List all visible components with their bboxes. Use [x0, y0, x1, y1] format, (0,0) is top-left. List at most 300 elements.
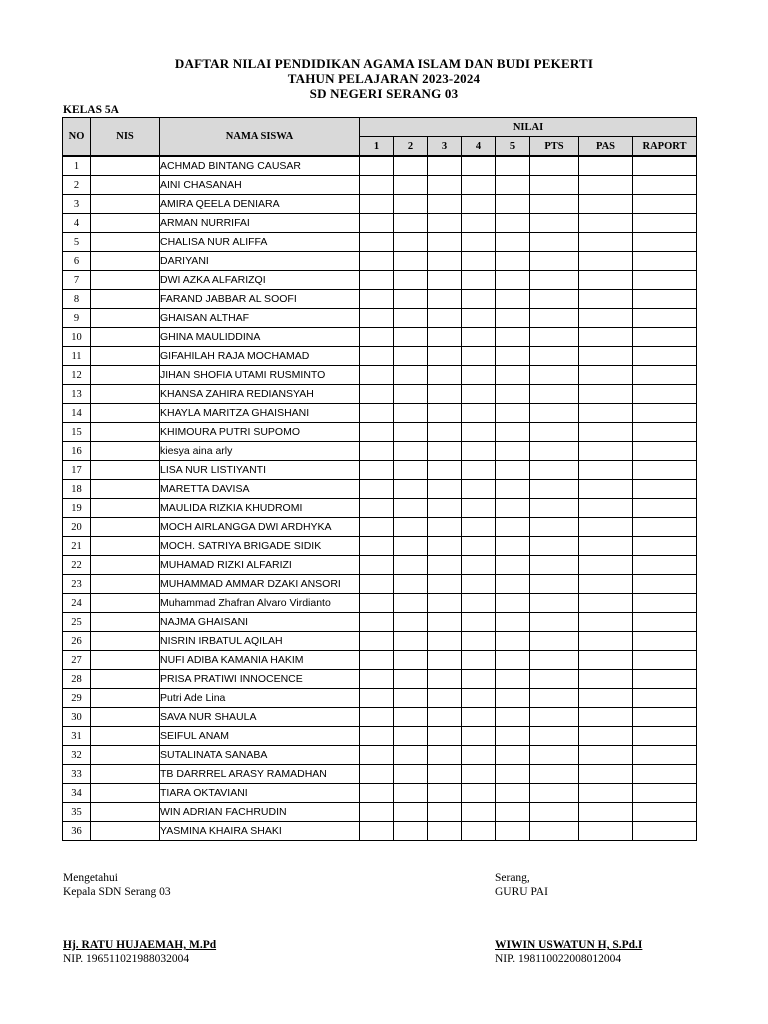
- grade-cell: [360, 594, 394, 613]
- grade-cell: [428, 537, 462, 556]
- grade-cell: [462, 537, 496, 556]
- signature-left-name: Hj. RATU HUJAEMAH, M.Pd: [63, 939, 217, 951]
- grade-cell: [496, 385, 530, 404]
- grade-cell: [530, 746, 579, 765]
- grade-cell: [633, 746, 697, 765]
- grade-cell: [462, 252, 496, 271]
- student-name: SAVA NUR SHAULA: [160, 708, 360, 727]
- grade-cell: [633, 575, 697, 594]
- grade-cell: [496, 214, 530, 233]
- grade-cell: [462, 822, 496, 841]
- nis-cell: [91, 632, 160, 651]
- column-header-pts: PTS: [530, 137, 579, 157]
- grade-cell: [633, 347, 697, 366]
- grade-cell: [496, 784, 530, 803]
- nis-cell: [91, 727, 160, 746]
- grade-cell: [496, 613, 530, 632]
- row-number: 30: [63, 708, 91, 727]
- grade-cell: [462, 461, 496, 480]
- grade-cell: [633, 156, 697, 176]
- student-name: MOCH. SATRIYA BRIGADE SIDIK: [160, 537, 360, 556]
- grade-cell: [428, 746, 462, 765]
- nis-cell: [91, 385, 160, 404]
- grade-cell: [530, 499, 579, 518]
- grade-cell: [530, 176, 579, 195]
- table-row: [63, 689, 697, 708]
- student-name: PRISA PRATIWI INNOCENCE: [160, 670, 360, 689]
- document-title-line-2: TAHUN PELAJARAN 2023-2024: [287, 71, 481, 86]
- grade-cell: [530, 670, 579, 689]
- grade-cell: [496, 727, 530, 746]
- grade-cell: [394, 822, 428, 841]
- grade-cell: [530, 271, 579, 290]
- column-header-raport: RAPORT: [633, 137, 697, 157]
- grade-cell: [428, 499, 462, 518]
- grade-cell: [360, 156, 394, 176]
- grade-cell: [633, 537, 697, 556]
- nis-cell: [91, 347, 160, 366]
- table-row: [63, 822, 697, 841]
- grade-cell: [633, 727, 697, 746]
- grade-cell: [579, 746, 633, 765]
- grade-cell: [360, 385, 394, 404]
- column-header-nilai: NILAI: [360, 118, 697, 137]
- student-name: kiesya aina arly: [160, 442, 360, 461]
- student-name: NISRIN IRBATUL AQILAH: [160, 632, 360, 651]
- student-name: YASMINA KHAIRA SHAKI: [160, 822, 360, 841]
- class-label: KELAS 5A: [63, 104, 119, 116]
- grade-cell: [360, 556, 394, 575]
- grade-cell: [428, 214, 462, 233]
- grade-cell: [496, 708, 530, 727]
- grade-cell: [394, 404, 428, 423]
- grade-cell: [530, 537, 579, 556]
- row-number: 28: [63, 670, 91, 689]
- grade-cell: [360, 442, 394, 461]
- signature-left-line-2: Kepala SDN Serang 03: [63, 886, 171, 898]
- grades-table: [62, 117, 697, 841]
- grade-cell: [496, 309, 530, 328]
- grade-cell: [496, 252, 530, 271]
- grade-cell: [530, 594, 579, 613]
- grade-cell: [496, 537, 530, 556]
- row-number: 19: [63, 499, 91, 518]
- grade-cell: [579, 347, 633, 366]
- nis-cell: [91, 271, 160, 290]
- grade-cell: [428, 613, 462, 632]
- grade-cell: [428, 632, 462, 651]
- grade-cell: [394, 651, 428, 670]
- nis-cell: [91, 556, 160, 575]
- nis-cell: [91, 309, 160, 328]
- grade-cell: [360, 518, 394, 537]
- grade-cell: [394, 442, 428, 461]
- grade-cell: [530, 309, 579, 328]
- student-name: AMIRA QEELA DENIARA: [160, 195, 360, 214]
- grade-cell: [462, 765, 496, 784]
- table-row: [63, 385, 697, 404]
- grade-cell: [360, 746, 394, 765]
- grade-cell: [579, 651, 633, 670]
- grade-cell: [530, 252, 579, 271]
- row-number: 4: [63, 214, 91, 233]
- grade-cell: [633, 423, 697, 442]
- student-name: DARIYANI: [160, 252, 360, 271]
- grade-cell: [633, 233, 697, 252]
- grade-cell: [579, 214, 633, 233]
- nis-cell: [91, 423, 160, 442]
- grade-cell: [394, 309, 428, 328]
- grade-cell: [462, 499, 496, 518]
- signature-left-line-1: Mengetahui: [63, 872, 118, 884]
- row-number: 33: [63, 765, 91, 784]
- nis-cell: [91, 594, 160, 613]
- grade-cell: [462, 746, 496, 765]
- grade-cell: [579, 803, 633, 822]
- grade-cell: [394, 499, 428, 518]
- grade-cell: [428, 708, 462, 727]
- row-number: 32: [63, 746, 91, 765]
- table-row: [63, 651, 697, 670]
- grade-cell: [462, 195, 496, 214]
- grade-cell: [428, 461, 462, 480]
- student-name: SUTALINATA SANABA: [160, 746, 360, 765]
- grade-cell: [579, 156, 633, 176]
- grade-cell: [633, 480, 697, 499]
- grade-cell: [579, 689, 633, 708]
- grade-cell: [496, 632, 530, 651]
- grade-cell: [496, 518, 530, 537]
- grade-cell: [579, 328, 633, 347]
- student-name: WIN ADRIAN FACHRUDIN: [160, 803, 360, 822]
- grade-cell: [394, 727, 428, 746]
- grade-cell: [462, 328, 496, 347]
- grade-cell: [633, 594, 697, 613]
- student-name: GHAISAN ALTHAF: [160, 309, 360, 328]
- grade-cell: [462, 309, 496, 328]
- grade-cell: [496, 461, 530, 480]
- grade-cell: [462, 803, 496, 822]
- grade-cell: [496, 290, 530, 309]
- grade-cell: [428, 594, 462, 613]
- table-row: [63, 784, 697, 803]
- nis-cell: [91, 290, 160, 309]
- student-name: NAJMA GHAISANI: [160, 613, 360, 632]
- grade-cell: [462, 708, 496, 727]
- grade-cell: [360, 575, 394, 594]
- nis-cell: [91, 442, 160, 461]
- grade-cell: [428, 822, 462, 841]
- grade-cell: [530, 708, 579, 727]
- grade-cell: [428, 328, 462, 347]
- table-row: [63, 423, 697, 442]
- grade-cell: [394, 156, 428, 176]
- grade-cell: [360, 670, 394, 689]
- grade-cell: [496, 746, 530, 765]
- table-row: [63, 233, 697, 252]
- grade-cell: [496, 480, 530, 499]
- grade-cell: [633, 613, 697, 632]
- grade-cell: [579, 442, 633, 461]
- grade-cell: [579, 423, 633, 442]
- grade-cell: [360, 651, 394, 670]
- grade-cell: [428, 689, 462, 708]
- grade-cell: [579, 290, 633, 309]
- table-row: [63, 746, 697, 765]
- grade-cell: [496, 233, 530, 252]
- grade-cell: [428, 575, 462, 594]
- grade-cell: [579, 385, 633, 404]
- grade-cell: [428, 727, 462, 746]
- grade-cell: [496, 594, 530, 613]
- student-name: MARETTA DAVISA: [160, 480, 360, 499]
- row-number: 26: [63, 632, 91, 651]
- grade-cell: [394, 271, 428, 290]
- grade-cell: [462, 575, 496, 594]
- table-row: [63, 613, 697, 632]
- column-header-nilai-2: 2: [394, 137, 428, 157]
- grade-cell: [579, 252, 633, 271]
- table-row: [63, 480, 697, 499]
- grade-cell: [530, 442, 579, 461]
- grade-cell: [394, 594, 428, 613]
- signature-right-name: WIWIN USWATUN H, S.Pd.I: [495, 939, 643, 951]
- grade-cell: [496, 765, 530, 784]
- grade-cell: [530, 156, 579, 176]
- grade-cell: [394, 195, 428, 214]
- column-header-nilai-1: 1: [360, 137, 394, 157]
- grade-cell: [394, 803, 428, 822]
- grade-cell: [394, 461, 428, 480]
- grade-cell: [530, 423, 579, 442]
- grade-cell: [394, 784, 428, 803]
- document-title-line-1: DAFTAR NILAI PENDIDIKAN AGAMA ISLAM DAN BUDI PEKERTI: [174, 56, 594, 71]
- nis-cell: [91, 480, 160, 499]
- grade-cell: [579, 822, 633, 841]
- student-name: CHALISA NUR ALIFFA: [160, 233, 360, 252]
- grade-cell: [394, 746, 428, 765]
- grade-cell: [428, 651, 462, 670]
- grade-cell: [462, 233, 496, 252]
- table-row: [63, 670, 697, 689]
- grade-cell: [428, 784, 462, 803]
- grade-cell: [530, 803, 579, 822]
- grade-cell: [462, 670, 496, 689]
- grade-cell: [360, 404, 394, 423]
- grade-cell: [496, 328, 530, 347]
- grade-cell: [496, 156, 530, 176]
- grade-cell: [360, 252, 394, 271]
- grade-cell: [428, 765, 462, 784]
- student-name: MOCH AIRLANGGA DWI ARDHYKA: [160, 518, 360, 537]
- nis-cell: [91, 803, 160, 822]
- nis-cell: [91, 176, 160, 195]
- nis-cell: [91, 156, 160, 176]
- table-row: [63, 290, 697, 309]
- grade-cell: [530, 404, 579, 423]
- table-row: [63, 347, 697, 366]
- grade-cell: [360, 290, 394, 309]
- grade-cell: [633, 518, 697, 537]
- grade-cell: [579, 670, 633, 689]
- nis-cell: [91, 499, 160, 518]
- row-number: 12: [63, 366, 91, 385]
- table-row: [63, 176, 697, 195]
- grade-cell: [462, 423, 496, 442]
- grade-cell: [428, 423, 462, 442]
- grade-cell: [360, 366, 394, 385]
- table-row: [63, 195, 697, 214]
- grade-cell: [360, 309, 394, 328]
- row-number: 20: [63, 518, 91, 537]
- grade-cell: [579, 309, 633, 328]
- grade-cell: [428, 518, 462, 537]
- student-name: GIFAHILAH RAJA MOCHAMAD: [160, 347, 360, 366]
- grade-cell: [530, 461, 579, 480]
- signature-right-line-1: Serang,: [495, 872, 530, 884]
- row-number: 22: [63, 556, 91, 575]
- row-number: 15: [63, 423, 91, 442]
- grade-cell: [462, 156, 496, 176]
- grade-cell: [462, 290, 496, 309]
- row-number: 11: [63, 347, 91, 366]
- grade-cell: [394, 537, 428, 556]
- grade-cell: [394, 214, 428, 233]
- grade-cell: [579, 518, 633, 537]
- grade-cell: [394, 613, 428, 632]
- grade-cell: [579, 575, 633, 594]
- grade-cell: [462, 594, 496, 613]
- student-name: AINI CHASANAH: [160, 176, 360, 195]
- grade-cell: [579, 613, 633, 632]
- grade-cell: [633, 271, 697, 290]
- grade-cell: [530, 822, 579, 841]
- grade-cell: [530, 347, 579, 366]
- grade-cell: [394, 176, 428, 195]
- grade-cell: [394, 670, 428, 689]
- grade-cell: [428, 271, 462, 290]
- student-name: NUFI ADIBA KAMANIA HAKIM: [160, 651, 360, 670]
- student-name: SEIFUL ANAM: [160, 727, 360, 746]
- grade-cell: [462, 518, 496, 537]
- grade-cell: [360, 347, 394, 366]
- table-row: [63, 594, 697, 613]
- grade-cell: [360, 803, 394, 822]
- grade-cell: [462, 271, 496, 290]
- student-name: ACHMAD BINTANG CAUSAR: [160, 156, 360, 176]
- signature-right-line-2: GURU PAI: [495, 886, 548, 898]
- grade-cell: [530, 765, 579, 784]
- row-number: 5: [63, 233, 91, 252]
- grade-cell: [496, 347, 530, 366]
- nis-cell: [91, 708, 160, 727]
- nis-cell: [91, 746, 160, 765]
- grade-cell: [579, 404, 633, 423]
- grade-cell: [530, 784, 579, 803]
- nis-cell: [91, 537, 160, 556]
- student-name: LISA NUR LISTIYANTI: [160, 461, 360, 480]
- grade-cell: [428, 233, 462, 252]
- grade-cell: [428, 670, 462, 689]
- grade-cell: [360, 708, 394, 727]
- grade-cell: [530, 632, 579, 651]
- grade-cell: [428, 290, 462, 309]
- column-header-no: NO: [63, 118, 91, 157]
- grade-cell: [579, 708, 633, 727]
- grade-cell: [530, 233, 579, 252]
- grade-cell: [633, 366, 697, 385]
- grade-cell: [394, 518, 428, 537]
- grade-cell: [496, 499, 530, 518]
- student-name: JIHAN SHOFIA UTAMI RUSMINTO: [160, 366, 360, 385]
- grade-cell: [394, 708, 428, 727]
- grade-cell: [530, 366, 579, 385]
- nis-cell: [91, 784, 160, 803]
- grade-cell: [579, 632, 633, 651]
- grade-cell: [462, 385, 496, 404]
- grade-cell: [462, 556, 496, 575]
- table-row: [63, 499, 697, 518]
- grade-cell: [530, 328, 579, 347]
- nis-cell: [91, 575, 160, 594]
- grade-cell: [428, 556, 462, 575]
- grade-cell: [360, 328, 394, 347]
- grade-cell: [633, 290, 697, 309]
- student-name: Muhammad Zhafran Alvaro Virdianto: [160, 594, 360, 613]
- nis-cell: [91, 366, 160, 385]
- grade-cell: [462, 176, 496, 195]
- signature-right-nip: NIP. 198110022008012004: [495, 953, 622, 965]
- grade-cell: [394, 366, 428, 385]
- table-row: [63, 803, 697, 822]
- grade-cell: [633, 784, 697, 803]
- grade-cell: [394, 290, 428, 309]
- grade-cell: [360, 423, 394, 442]
- table-row: [63, 309, 697, 328]
- grade-cell: [496, 822, 530, 841]
- grade-cell: [633, 632, 697, 651]
- table-row: [63, 727, 697, 746]
- grade-cell: [462, 613, 496, 632]
- grade-cell: [579, 556, 633, 575]
- grade-cell: [496, 651, 530, 670]
- grade-cell: [462, 727, 496, 746]
- nis-cell: [91, 670, 160, 689]
- grade-cell: [428, 803, 462, 822]
- nis-cell: [91, 689, 160, 708]
- table-row: [63, 556, 697, 575]
- row-number: 9: [63, 309, 91, 328]
- table-row: [63, 252, 697, 271]
- grade-cell: [428, 176, 462, 195]
- grade-cell: [360, 727, 394, 746]
- grade-cell: [530, 290, 579, 309]
- grade-cell: [428, 156, 462, 176]
- student-name: MUHAMAD RIZKI ALFARIZI: [160, 556, 360, 575]
- grade-cell: [394, 233, 428, 252]
- grade-cell: [428, 442, 462, 461]
- row-number: 36: [63, 822, 91, 841]
- grade-cell: [496, 366, 530, 385]
- grade-cell: [579, 784, 633, 803]
- grade-cell: [633, 176, 697, 195]
- grade-cell: [633, 708, 697, 727]
- grade-cell: [360, 480, 394, 499]
- grade-cell: [530, 385, 579, 404]
- nis-cell: [91, 651, 160, 670]
- grade-cell: [633, 309, 697, 328]
- grade-cell: [462, 480, 496, 499]
